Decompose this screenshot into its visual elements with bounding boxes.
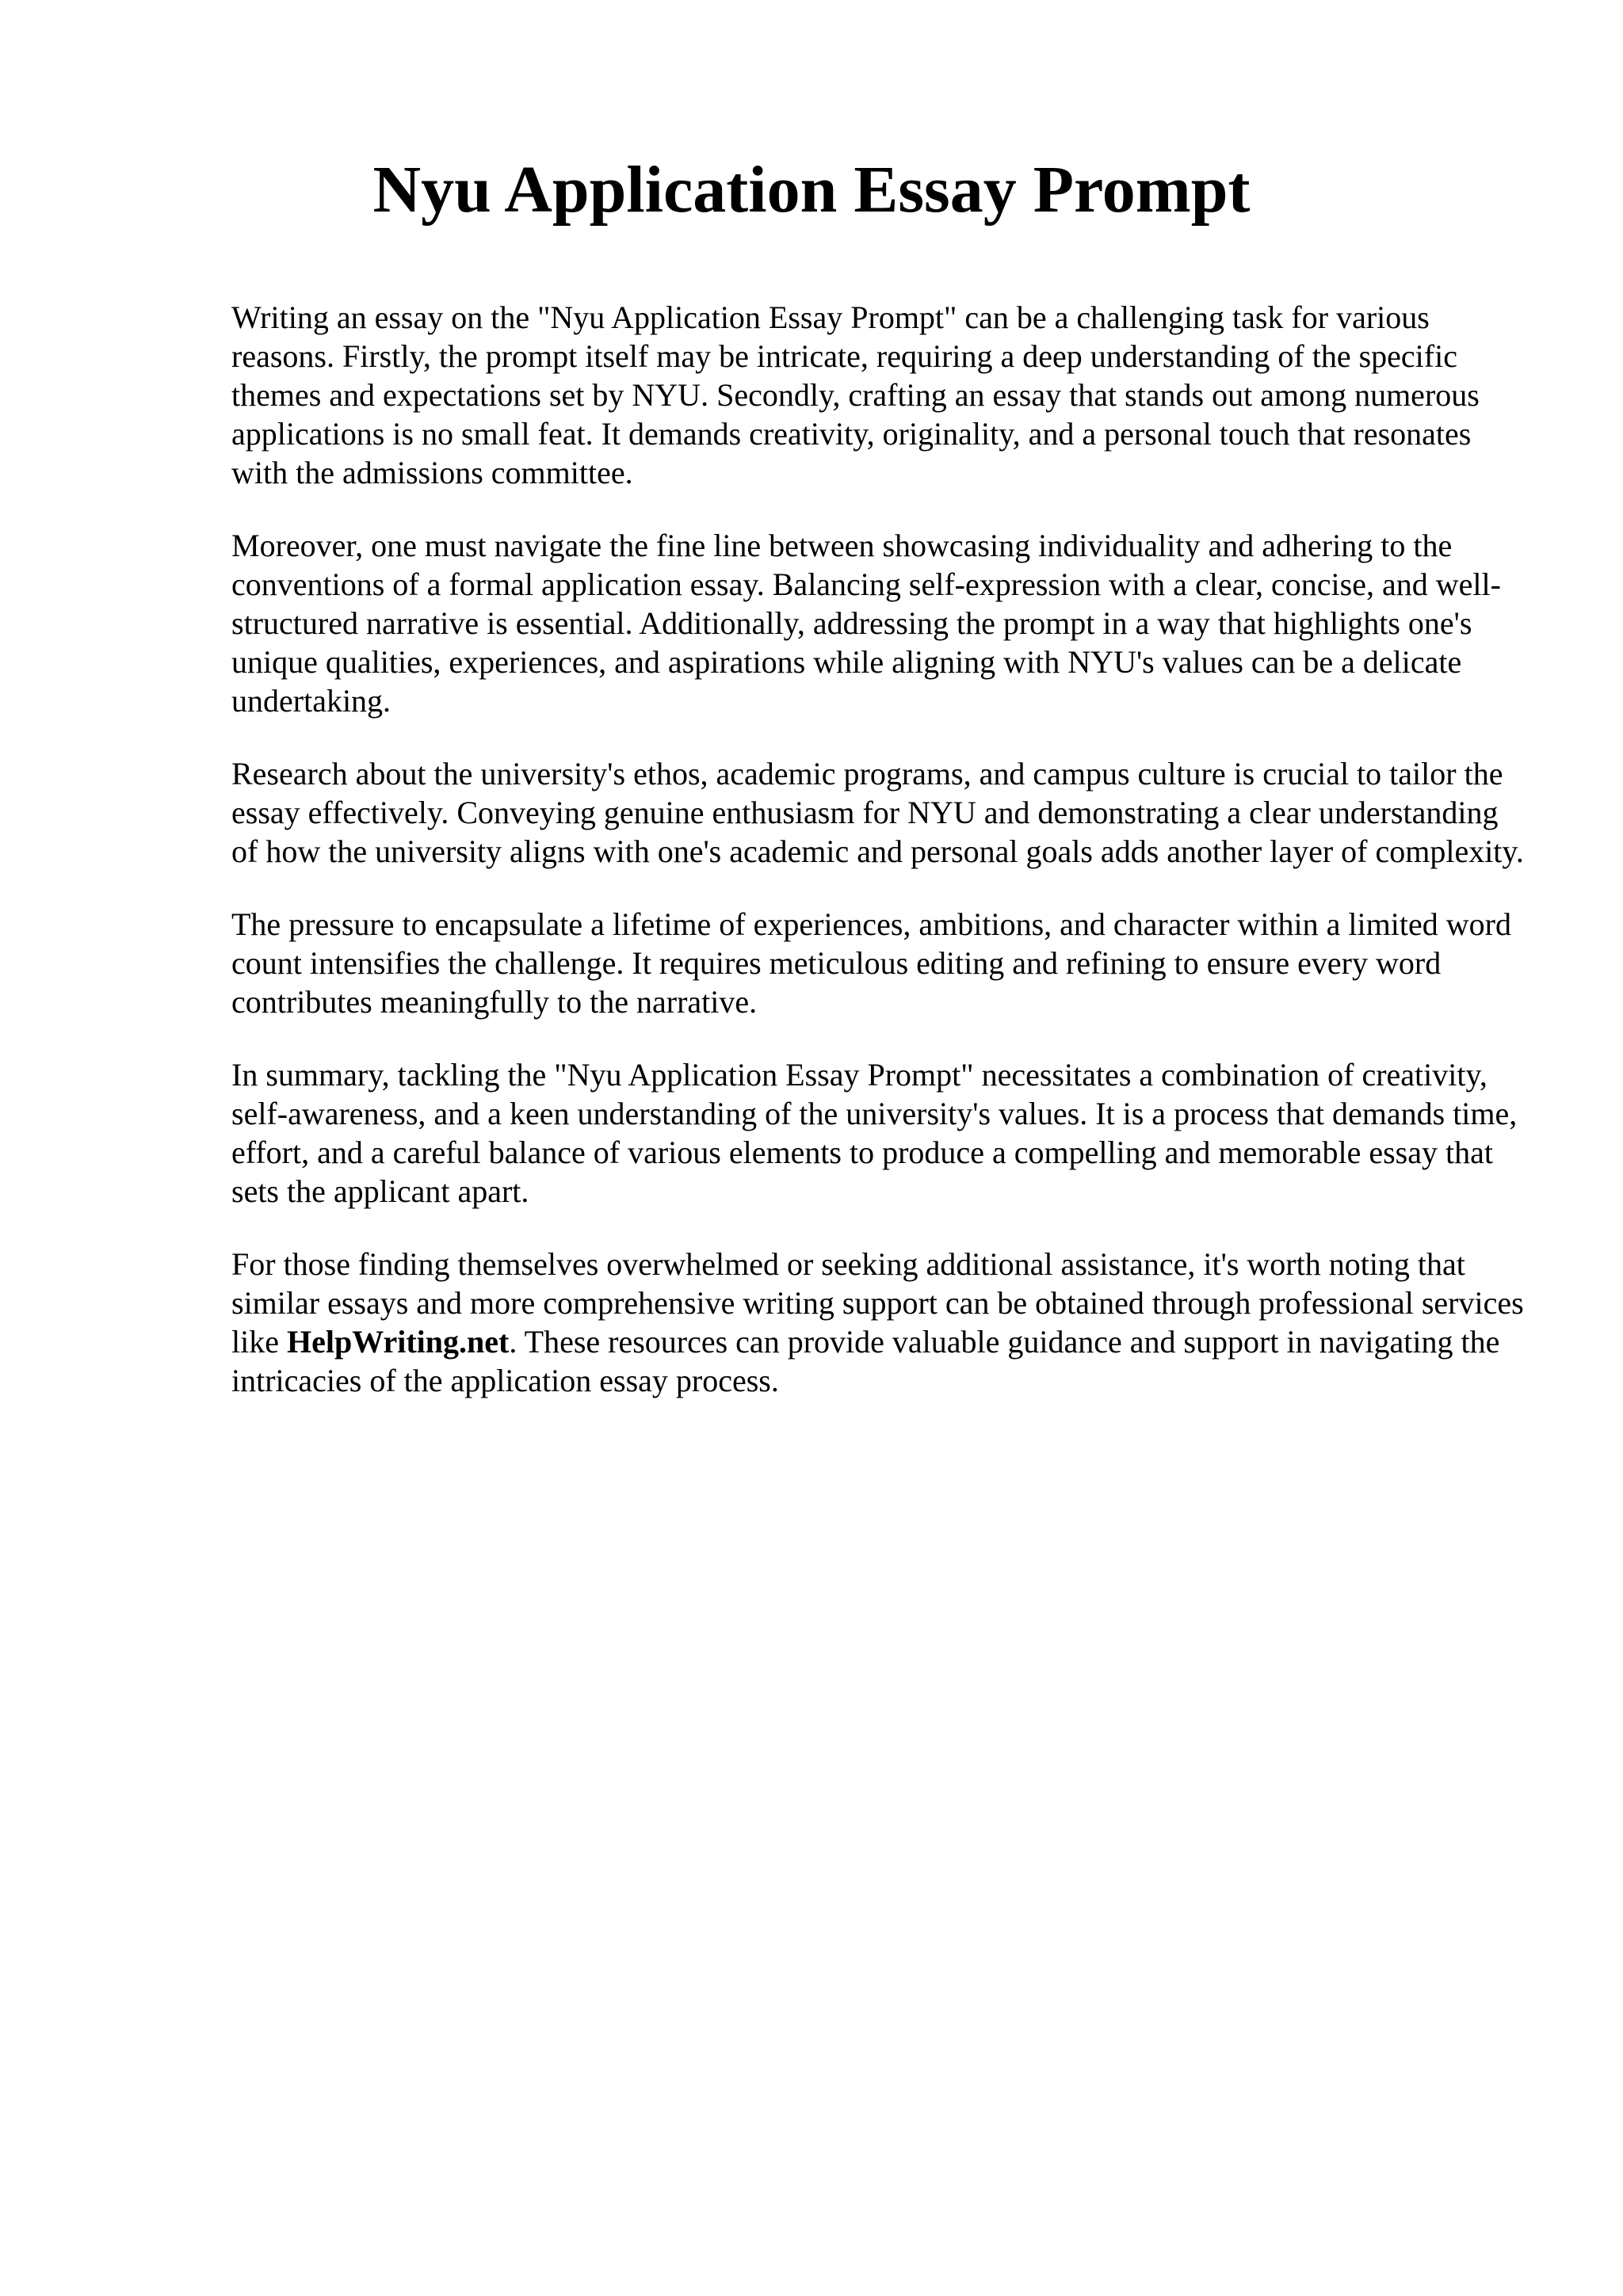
essay-body <box>231 298 1531 1434</box>
paragraph-intro: Writing an essay on the "Nyu Application Essay Prompt" can be a challenging task for various reasons. Firstly, the prompt itself may be intricate, requiring a deep understanding of the specific themes and expectations set by NYU. Secondly, crafting an essay that stands out among numerous applications is no small feat. It demands creativity, originality, and a personal touch that resonates with the admissions committee. <box>231 299 1480 490</box>
paragraph-research: Research about the university's ethos, academic programs, and campus culture is crucial to tailor the essay effectively. Conveying genuine enthusiasm for NYU and demonstrating a clear understanding of how the university aligns with one's academic and personal goals adds another layer of complexity. <box>231 756 1524 869</box>
closing-text-after: . These resources can provide valuable guidance and support in navigating the intricacies of the application essay process. <box>231 1324 1500 1398</box>
closing-text-before: For those finding themselves overwhelmed or seeking additional assistance, it's worth noting that similar essays and more comprehensive writing support can be obtained through professional services like <box>231 1246 1524 1360</box>
paragraph-balance: Moreover, one must navigate the fine line between showcasing individuality and adhering to the conventions of a formal application essay. Balancing self-expression with a clear, concise, and well-structured narrative is essential. Additionally, addressing the prompt in a way that highlights one's unique qualities, experiences, and aspirations while aligning with NYU's values can be a delicate undertaking. <box>231 528 1501 719</box>
helpwriting-link[interactable]: HelpWriting.net <box>286 1324 510 1360</box>
page-title: Nyu Application Essay Prompt <box>372 153 1251 227</box>
paragraph-closing <box>231 1245 1531 1400</box>
paragraph-pressure: The pressure to encapsulate a lifetime of experiences, ambitions, and character within a limited word count intensifies the challenge. It requires meticulous editing and refining to ensure every word contributes meaningfully to the narrative. <box>231 906 1511 1020</box>
paragraph-summary: In summary, tackling the "Nyu Application Essay Prompt" necessitates a combination of creativity, self-awareness, and a keen understanding of the university's values. It is a process that demands time, effort, and a careful balance of various elements to produce a compelling and memorable essay that sets the applicant apart. <box>231 1057 1518 1209</box>
